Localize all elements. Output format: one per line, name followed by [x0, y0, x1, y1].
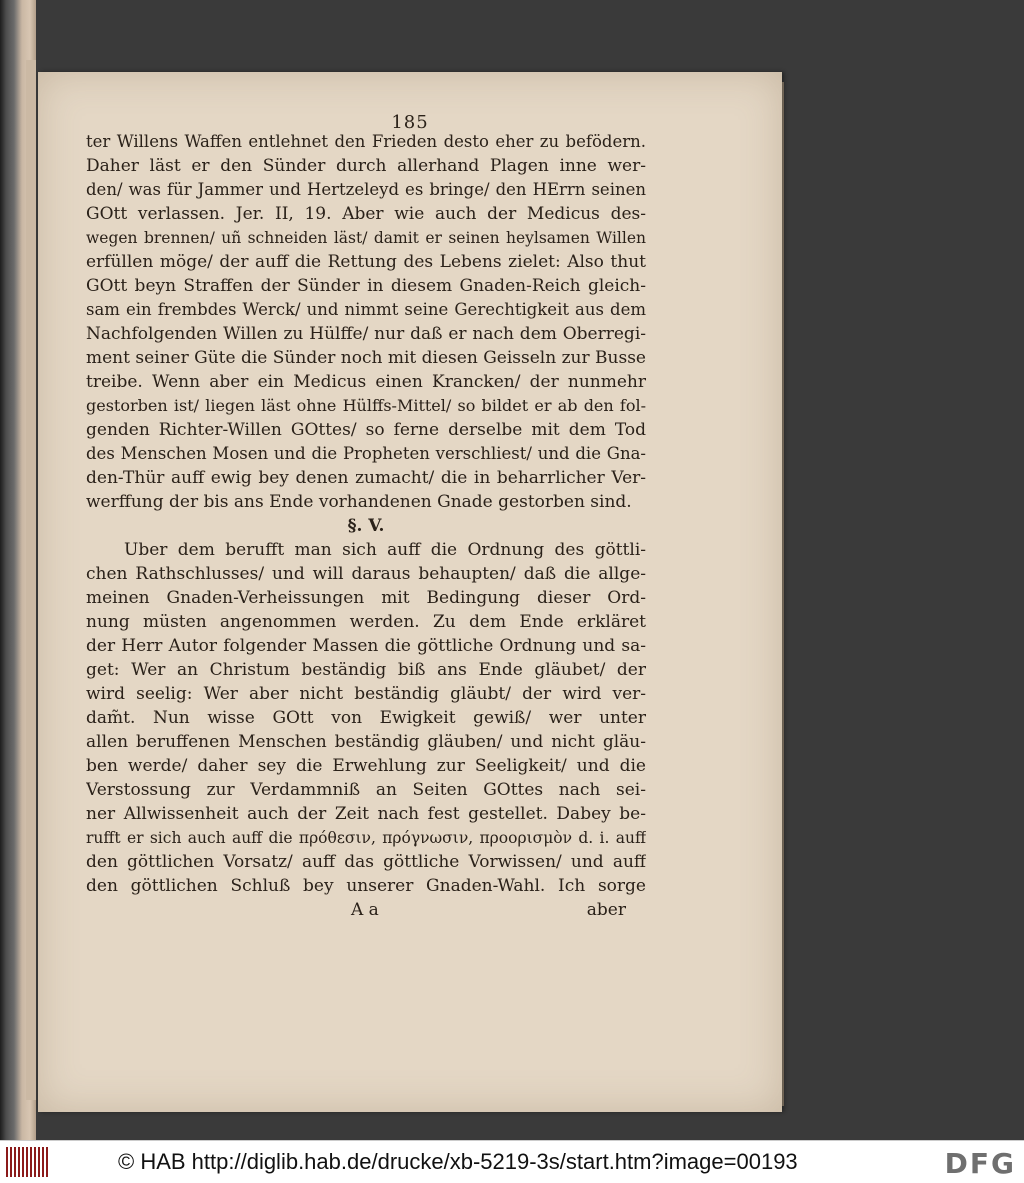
text-line: den/ was für Jammer und Hertzeleyd es bringe/ den HErrn seinen: [86, 180, 646, 199]
text-line: des Menschen Mosen und die Propheten verschliest/ und die Gna-: [86, 444, 646, 463]
viewer-footer-bar: [0, 1140, 1024, 1183]
text-line: dam̃t. Nun wisse GOtt von Ewigkeit gewiß/ wer unter: [86, 708, 646, 728]
text-line: meinen Gnaden-Verheissungen mit Bedingung dieser Ord-: [86, 588, 646, 608]
text-line: den-Thür auff ewig bey denen zumacht/ die in beharrlicher Ver-: [86, 468, 646, 488]
page-text: [86, 130, 646, 898]
text-line: GOtt verlassen. Jer. II, 19. Aber wie auch der Medicus des-: [86, 204, 646, 224]
page-number: 185: [391, 112, 429, 133]
text-line: sam ein frembdes Werck/ und nimmt seine Gerechtigkeit aus dem: [86, 300, 646, 319]
text-line: GOtt beyn Straffen der Sünder in diesem Gnaden-Reich gleich-: [86, 276, 646, 296]
adjacent-page-edge: [0, 0, 36, 1140]
text-line: allen beruffenen Menschen beständig gläuben/ und nicht gläu-: [86, 732, 646, 752]
text-line: wird seelig: Wer aber nicht beständig gläubt/ der wird ver-: [86, 684, 646, 704]
page-footer: [86, 900, 626, 924]
text-line: wegen brennen/ uñ schneiden läst/ damit er seinen heylsamen Willen: [86, 229, 646, 247]
adjacent-page-sliver: [26, 60, 36, 1100]
text-line: ben werde/ daher sey die Erwehlung zur Seeligkeit/ und die: [86, 756, 646, 776]
text-line: werffung der bis ans Ende vorhandenen Gnade gestorben sind.: [86, 492, 632, 512]
text-line: ment seiner Güte die Sünder noch mit diesen Geisseln zur Busse: [86, 348, 646, 368]
text-line: den göttlichen Schluß bey unserer Gnaden-Wahl. Ich sorge: [86, 876, 646, 896]
signature-mark: A a: [351, 900, 379, 920]
section-heading: §. V.: [347, 516, 385, 536]
barcode-icon: [6, 1147, 48, 1177]
text-line: der Herr Autor folgender Massen die göttliche Ordnung und sa-: [86, 636, 646, 656]
text-line: ter Willens Waffen entlehnet den Frieden desto eher zu befödern.: [86, 132, 646, 151]
catchword: aber: [586, 900, 626, 920]
text-line: rufft er sich auch auff die πρόθεσιν, πρόγνωσιν, προορισμὸν d. i. auff: [86, 829, 646, 847]
text-line: Verstossung zur Verdammniß an Seiten GOttes nach sei-: [86, 780, 646, 800]
credit-link[interactable]: © HAB http://diglib.hab.de/drucke/xb-5219-3s/start.htm?image=00193: [118, 1149, 798, 1174]
text-line: nung müsten angenommen werden. Zu dem Ende erkläret: [86, 612, 646, 632]
text-line: den göttlichen Vorsatz/ auff das göttliche Vorwissen/ und auff: [86, 852, 646, 872]
text-line: Daher läst er den Sünder durch allerhand Plagen inne wer-: [86, 156, 646, 176]
text-line: ner Allwissenheit auch der Zeit nach fest gestellet. Dabey be-: [86, 804, 646, 824]
text-line: treibe. Wenn aber ein Medicus einen Krancken/ der nunmehr: [86, 372, 646, 392]
text-line: Nachfolgenden Willen zu Hülffe/ nur daß er nach dem Oberregi-: [86, 324, 646, 344]
text-line: chen Rathschlusses/ und will daraus behaupten/ daß die allge-: [86, 564, 646, 584]
dfg-logo: DFG: [944, 1147, 1016, 1180]
text-line: erfüllen möge/ der auff die Rettung des Lebens zielet: Also thut: [86, 252, 646, 272]
text-line: get: Wer an Christum beständig biß ans Ende gläubet/ der: [86, 660, 646, 680]
text-line: gestorben ist/ liegen läst ohne Hülffs-Mittel/ so bildet er ab den fol-: [86, 396, 646, 415]
text-line: Uber dem berufft man sich auff die Ordnung des göttli-: [124, 540, 646, 560]
text-line: genden Richter-Willen GOttes/ so ferne derselbe mit dem Tod: [86, 420, 646, 440]
